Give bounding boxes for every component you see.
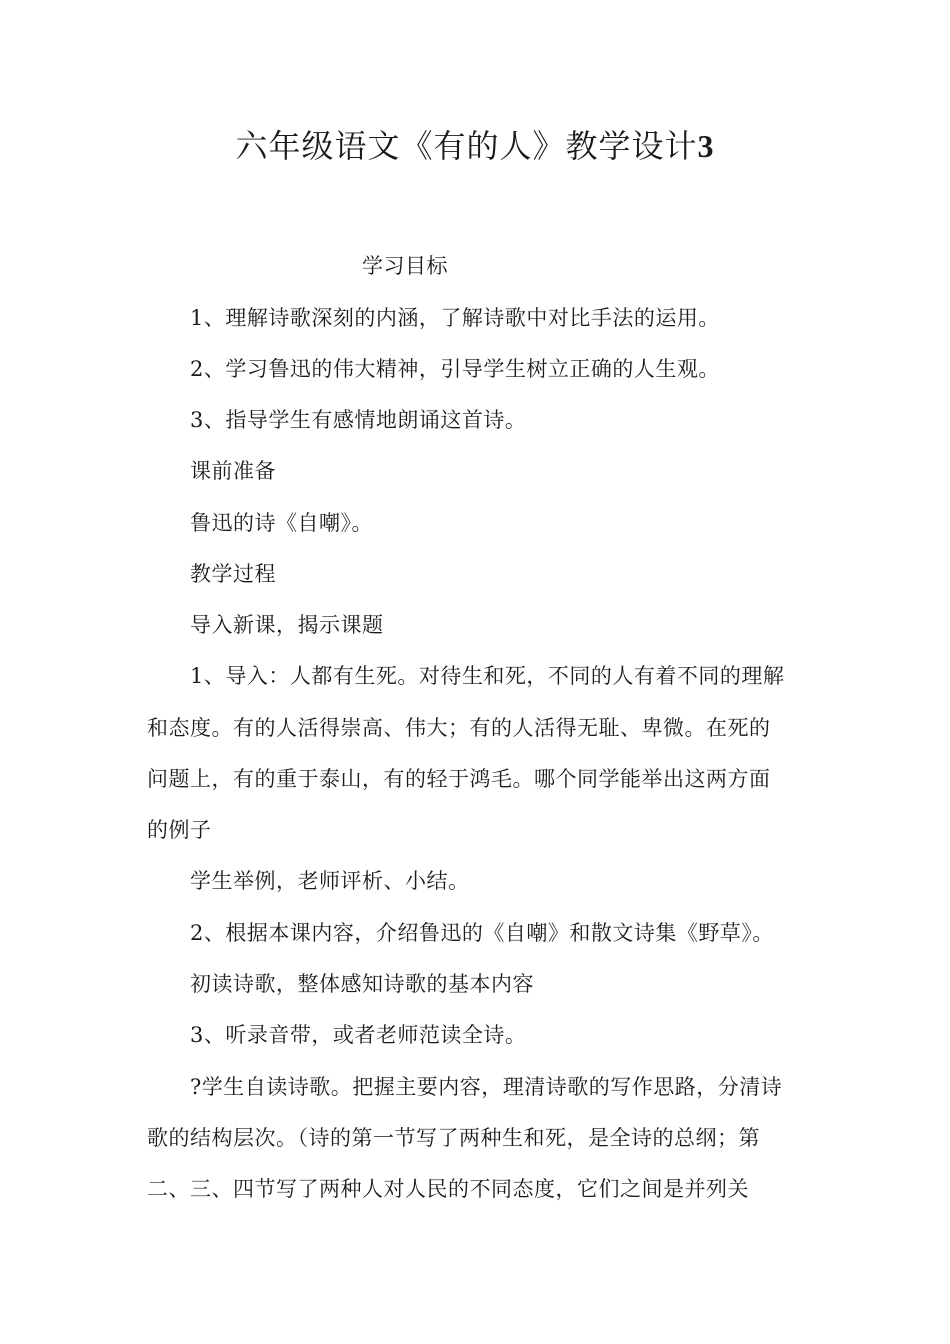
paragraph-line: 3、指导学生有感情地朗诵这首诗。 [190,408,527,432]
paragraph-line: 歌的结构层次。（诗的第一节写了两种生和死，是全诗的总纲；第 [147,1126,760,1150]
paragraph-line: 学生举例，老师评析、小结。 [190,869,470,893]
document-title [0,122,950,170]
paragraph-line: 的例子 [147,818,212,842]
title-number: 3 [697,128,715,164]
paragraph-line: 和态度。有的人活得崇高、伟大；有的人活得无耻、卑微。在死的 [147,716,771,740]
section-heading-preparation: 课前准备 [190,459,276,483]
section-heading-process: 教学过程 [190,562,276,586]
section-heading-intro: 导入新课，揭示课题 [190,613,384,637]
paragraph-line: 3、听录音带，或者老师范读全诗。 [190,1023,527,1047]
paragraph-line: 1、导入：人都有生死。对待生和死，不同的人有着不同的理解 [190,664,785,688]
title-text: 六年级语文《有的人》教学设计 [235,127,698,165]
paragraph-line: 二、三、四节写了两种人对人民的不同态度，它们之间是并列关 [147,1177,749,1201]
section-heading-learning-goals: 学习目标 [362,254,448,278]
paragraph-line: 问题上，有的重于泰山，有的轻于鸿毛。哪个同学能举出这两方面 [147,767,771,791]
paragraph-line: 2、学习鲁迅的伟大精神，引导学生树立正确的人生观。 [190,357,720,381]
paragraph-line: 1、理解诗歌深刻的内涵，了解诗歌中对比手法的运用。 [190,306,720,330]
paragraph-line: 2、根据本课内容，介绍鲁迅的《自嘲》和散文诗集《野草》。 [190,921,774,945]
paragraph-line: ?学生自读诗歌。把握主要内容，理清诗歌的写作思路，分清诗 [190,1075,783,1099]
paragraph-line: 鲁迅的诗《自嘲》。 [190,511,373,535]
section-heading-first-reading: 初读诗歌，整体感知诗歌的基本内容 [190,972,534,996]
